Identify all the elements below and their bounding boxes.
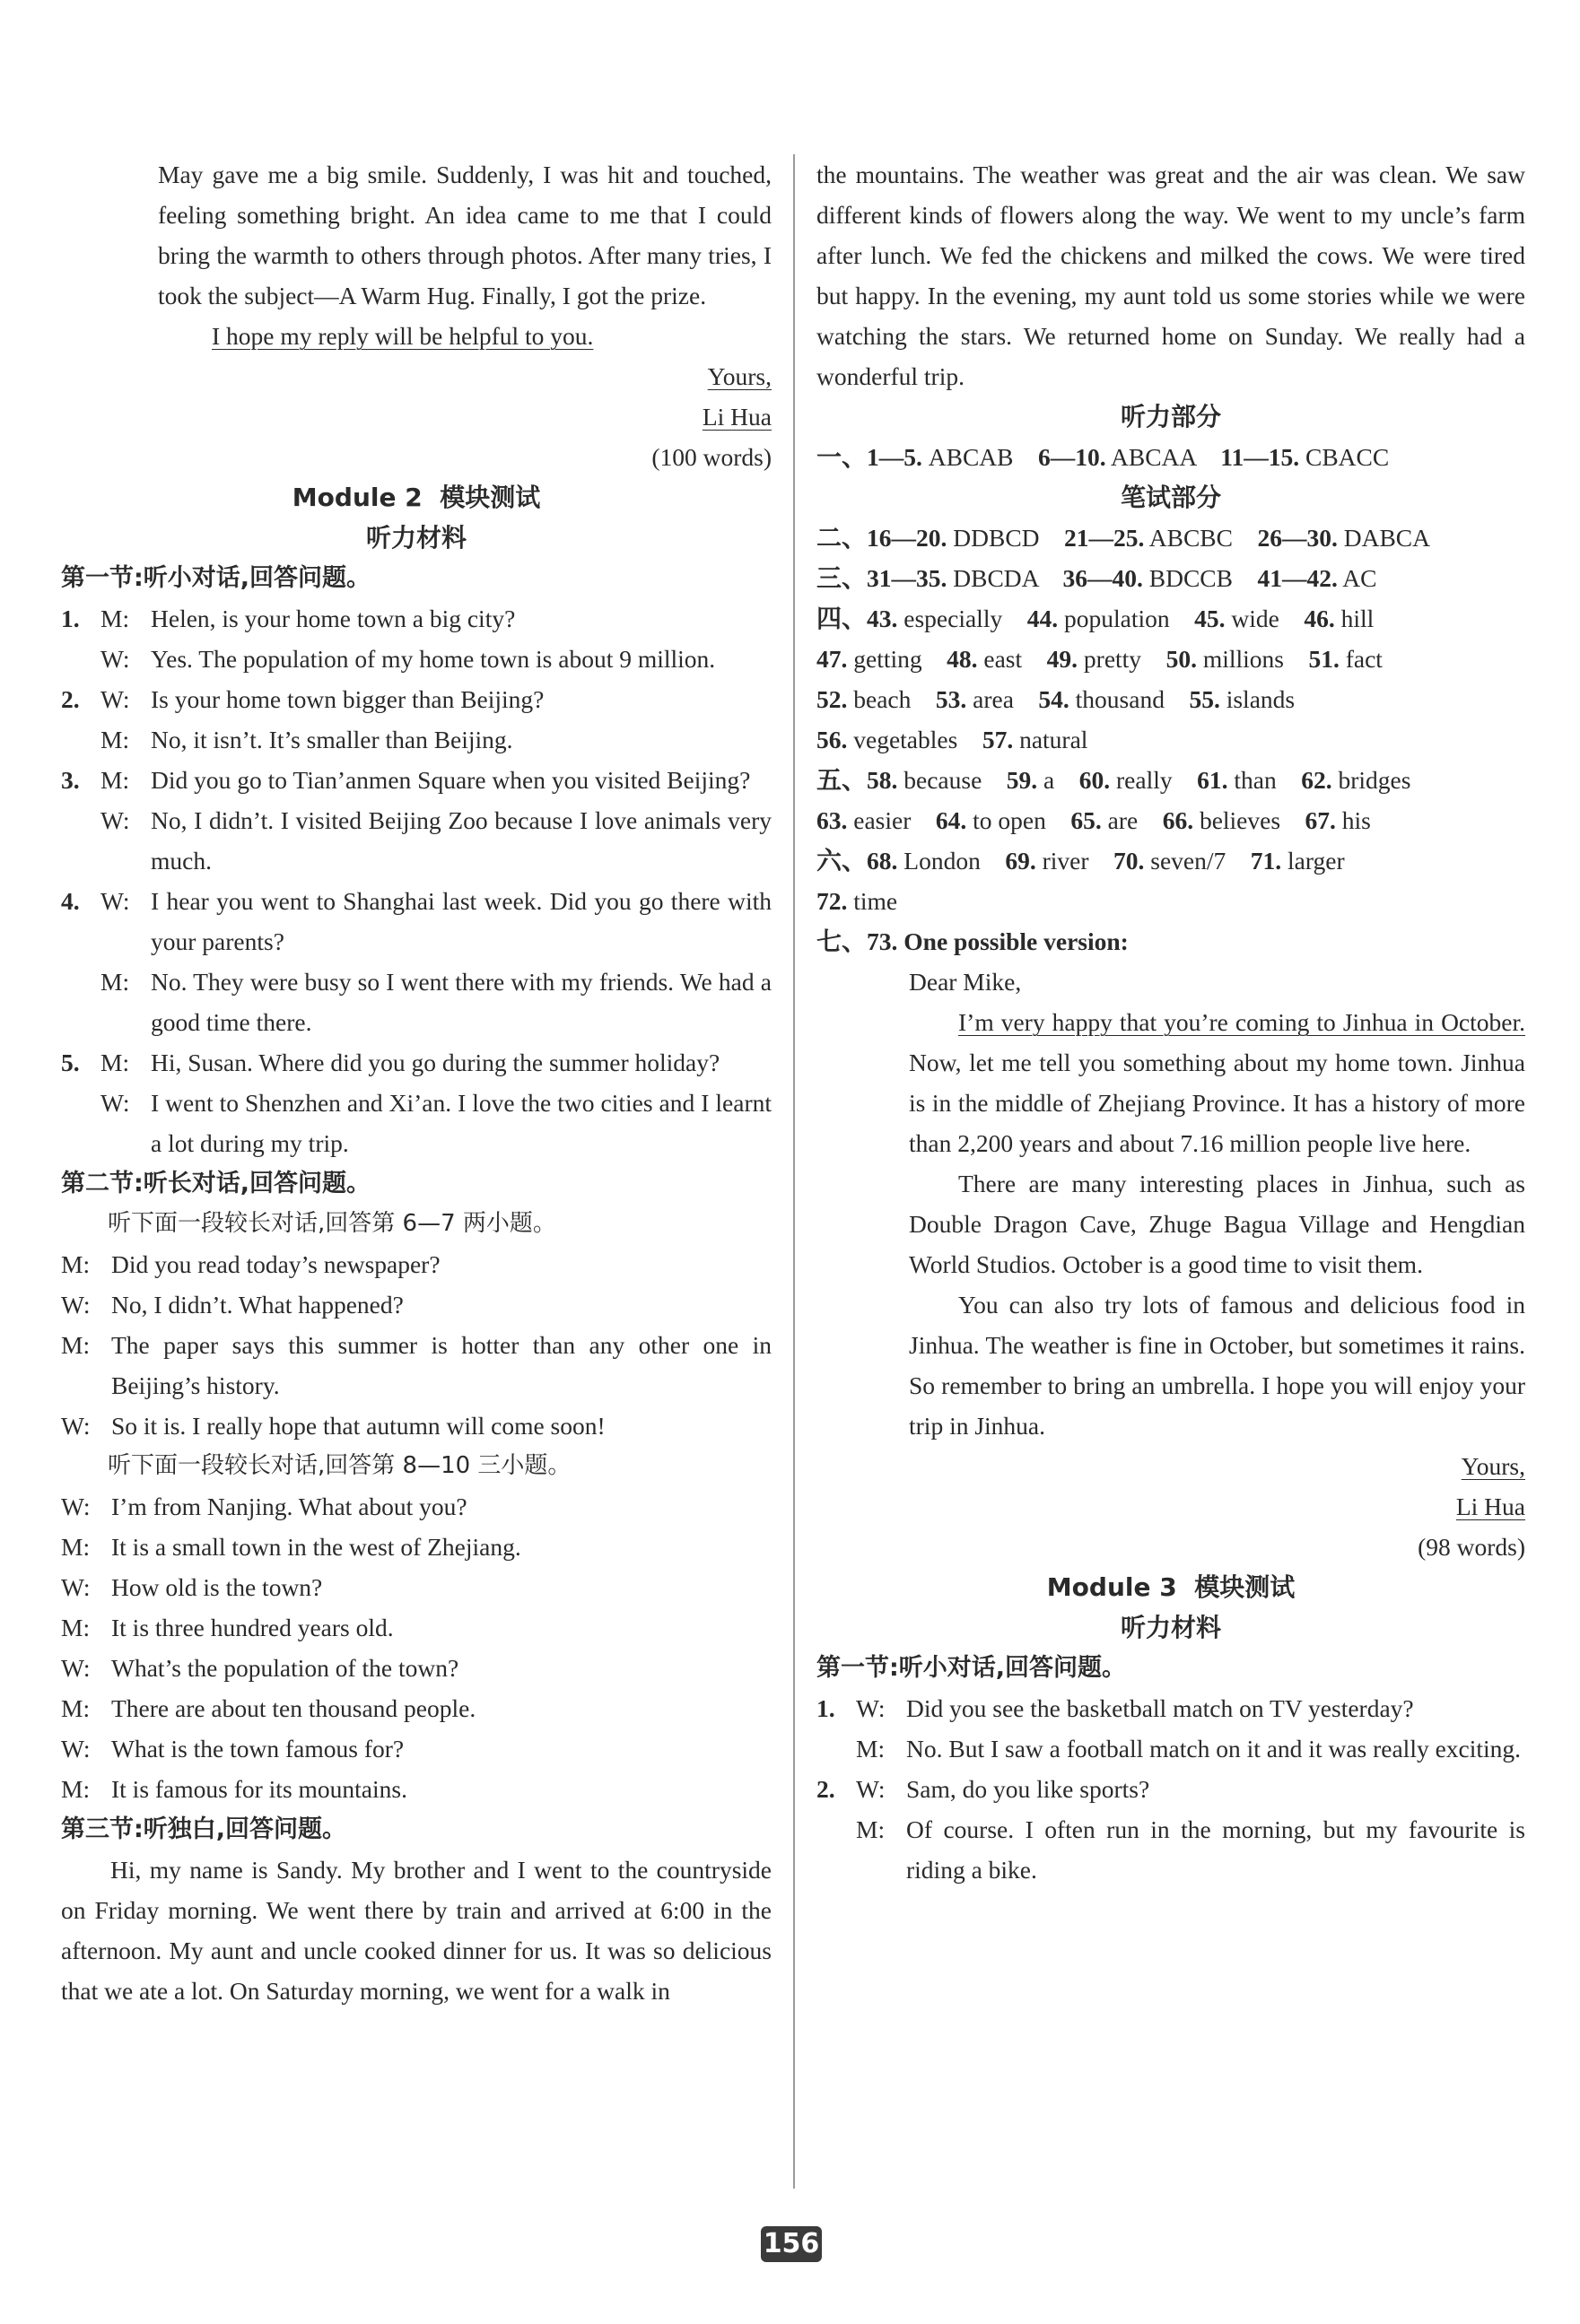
dialogue-line xyxy=(61,679,772,719)
answer-number: 60. xyxy=(1078,766,1111,794)
dialogue-text: Sam, do you like sports? xyxy=(906,1775,1150,1803)
answer-number: 61. xyxy=(1197,766,1228,794)
dialogue-text: It is a small town in the west of Zhejiang. xyxy=(111,1533,521,1561)
speaker-label: W: xyxy=(61,1412,91,1440)
dialogue-line xyxy=(61,1688,772,1728)
answer-value: DDBCD xyxy=(953,524,1040,552)
dialogue-line xyxy=(61,881,772,962)
dialogue-line xyxy=(61,962,772,1042)
answer-number: 65. xyxy=(1070,806,1102,834)
dialogue-line xyxy=(61,1769,772,1809)
dialogue-number: 2. xyxy=(816,1775,835,1803)
dialogue-text: Hi, Susan. Where did you go during the summer holiday? xyxy=(151,1049,720,1076)
answer-value: east xyxy=(983,645,1023,673)
answer-value: vegetables xyxy=(853,726,958,753)
letter xyxy=(816,962,1525,1446)
dialogue-line xyxy=(61,1325,772,1406)
answer-number: 66. xyxy=(1162,806,1194,834)
underlined-sentence: I hope my reply will be helpful to you. xyxy=(212,322,594,350)
speaker-label: M: xyxy=(61,1614,91,1641)
dialogue-line xyxy=(61,1527,772,1567)
dialogue-line xyxy=(61,598,772,639)
answer-number: 52. xyxy=(816,685,848,713)
dialogue-line xyxy=(816,1809,1525,1890)
answer-number: 44. xyxy=(1026,605,1059,632)
answer-number: 71. xyxy=(1250,847,1282,875)
answer-row xyxy=(816,840,1525,881)
answer-row xyxy=(816,598,1525,639)
answer-row xyxy=(816,518,1525,558)
dialogue-line xyxy=(61,1284,772,1325)
answer-part-number: 一、 xyxy=(816,442,868,472)
prev-letter-word-count: (100 words) xyxy=(651,443,772,471)
short-dialogues xyxy=(61,598,772,1163)
module-3-material-title: 听力材料 xyxy=(1120,1613,1221,1642)
dialogue-line xyxy=(61,1244,772,1284)
answer-value: DABCA xyxy=(1343,524,1431,552)
dialogue-text: I hear you went to Shanghai last week. Did you go there with your parents? xyxy=(151,887,772,955)
answer-number: 62. xyxy=(1301,766,1332,794)
answer-number: 57. xyxy=(982,726,1014,753)
dialogue-line xyxy=(61,1486,772,1527)
answer-number: 43. xyxy=(867,605,898,632)
listening-material-title: 听力材料 xyxy=(365,523,467,553)
writing-part-title: 笔试部分 xyxy=(1120,483,1221,512)
answer-number: 21—25. xyxy=(1064,524,1145,552)
dialogue-text: No. But I saw a football match on it and it was really exciting. xyxy=(906,1735,1522,1763)
dialogue-text: Did you read today’s newspaper? xyxy=(111,1250,441,1278)
answer-number: 16—20. xyxy=(867,524,947,552)
speaker-label: M: xyxy=(61,1533,91,1561)
answer-value: getting xyxy=(853,645,922,673)
speaker-label: M: xyxy=(100,766,130,794)
answer-value: easier xyxy=(853,806,912,834)
answer-value: area xyxy=(973,685,1014,713)
answer-number: 36—40. xyxy=(1062,564,1143,592)
monologue-part-2: the mountains. The weather was great and the air was clean. We saw different kinds of flowers along the way. We went to my uncle’s farm after lunch. We fed the chickens and milked the cows. We were tired but happy. In the evening, my aunt told us some stories while we were watching the stars. We returned home on Sunday. We really had a wonderful trip. xyxy=(816,161,1525,390)
long-dialogue-1 xyxy=(61,1244,772,1446)
dialogue-text: Did you go to Tian’anmen Square when you visited Beijing? xyxy=(151,766,751,794)
section-3-title: 第三节:听独白,回答问题。 xyxy=(61,1815,347,1843)
answer-part-number: 五、 xyxy=(816,765,868,795)
dialogue-line xyxy=(61,1728,772,1769)
dialogue-number: 1. xyxy=(816,1694,835,1722)
answer-value: pretty xyxy=(1083,645,1142,673)
answer-number: 72. xyxy=(816,887,848,915)
letter-paragraph-2: There are many interesting places in Jinhua, such as Double Dragon Cave, Zhuge Bagua Village and Hengdian World Studios. October is a good time to visit them. xyxy=(909,1170,1525,1278)
dialogue-text: Helen, is your home town a big city? xyxy=(151,605,516,632)
answer-number: 46. xyxy=(1304,605,1335,632)
section-1-title: 第一节:听小对话,回答问题。 xyxy=(61,564,371,592)
dialogue-line xyxy=(61,760,772,800)
answer-value: than xyxy=(1234,766,1277,794)
answer-number: 56. xyxy=(816,726,848,753)
dialogue-text: The paper says this summer is hotter than any other one in Beijing’s history. xyxy=(111,1331,772,1399)
dialogue-text: No, I didn’t. I visited Beijing Zoo because I love animals very much. xyxy=(151,806,772,875)
dialogue-line xyxy=(61,800,772,881)
dialogue-line xyxy=(61,719,772,760)
answer-value: ABCAA xyxy=(1111,443,1196,471)
monologue-part-1: Hi, my name is Sandy. My brother and I went to the countryside on Friday morning. We went there by train and arrived at 6:00 in the afternoon. My aunt and uncle cooked dinner for us. It was so delicious that we ate a lot. On Saturday morning, we went for a walk in xyxy=(61,1856,772,2005)
right-column xyxy=(816,154,1525,1890)
answer-value: islands xyxy=(1226,685,1296,713)
dialogue-text: I’m from Nanjing. What about you? xyxy=(111,1493,467,1520)
dialogue-line xyxy=(61,1042,772,1083)
speaker-label: M: xyxy=(100,1049,130,1076)
column-divider xyxy=(793,154,795,2189)
answer-value: DBCDA xyxy=(953,564,1039,592)
listening-answers xyxy=(816,437,1525,477)
dialogue-text: It is famous for its mountains. xyxy=(111,1775,407,1803)
dialogue-text: How old is the town? xyxy=(111,1573,323,1601)
dialogue-line xyxy=(61,1567,772,1607)
long-dialogue-2 xyxy=(61,1486,772,1809)
answer-value: beach xyxy=(853,685,912,713)
answer-number: 6—10. xyxy=(1038,443,1106,471)
dialogue-line xyxy=(61,639,772,679)
dialogue-line xyxy=(61,1607,772,1648)
dialogue-text: What is the town famous for? xyxy=(111,1735,405,1763)
speaker-label: W: xyxy=(61,1291,91,1319)
dialogue-text: Did you see the basketball match on TV yesterday? xyxy=(906,1694,1414,1722)
answer-number: 11—15. xyxy=(1220,443,1300,471)
answer-value: river xyxy=(1042,847,1089,875)
dialogue-text: So it is. I really hope that autumn will come soon! xyxy=(111,1412,606,1440)
dialogue-line xyxy=(61,1083,772,1163)
speaker-label: W: xyxy=(856,1775,886,1803)
speaker-label: W: xyxy=(856,1694,886,1722)
answer-value: London xyxy=(903,847,981,875)
answer-value: BDCCB xyxy=(1148,564,1233,592)
dialogue-line xyxy=(816,1769,1525,1809)
answer-number: 63. xyxy=(816,806,848,834)
dialogue-text: Yes. The population of my home town is about 9 million. xyxy=(151,645,716,673)
answer-value: to open xyxy=(973,806,1046,834)
answer-value: believes xyxy=(1199,806,1281,834)
speaker-label: W: xyxy=(61,1573,91,1601)
answer-value: especially xyxy=(903,605,1003,632)
dialogue-number: 2. xyxy=(61,685,80,713)
letter-closing: Yours, xyxy=(1461,1452,1525,1480)
letter-paragraph-1: I’m very happy that you’re coming to Jinhua in October. Now, let me tell you something about my home town. Jinhua is in the middle of Zhejiang Province. It has a history of more than 2,200 years and about 7.16 million people live here. xyxy=(909,1008,1525,1157)
answer-number: 64. xyxy=(935,806,967,834)
answer-value: thousand xyxy=(1075,685,1165,713)
dialogue-number: 4. xyxy=(61,887,80,915)
speaker-label: M: xyxy=(61,1250,91,1278)
speaker-label: M: xyxy=(856,1735,886,1763)
speaker-label: W: xyxy=(100,1089,130,1117)
speaker-label: M: xyxy=(856,1815,886,1843)
speaker-label: M: xyxy=(100,968,130,996)
answer-number: 53. xyxy=(935,685,967,713)
answer-value: bridges xyxy=(1338,766,1411,794)
answer-value: CBACC xyxy=(1305,443,1390,471)
answer-value: AC xyxy=(1342,564,1377,592)
speaker-label: W: xyxy=(61,1735,91,1763)
answer-number: 67. xyxy=(1305,806,1336,834)
answer-value: are xyxy=(1107,806,1139,834)
dialogue-text: No, I didn’t. What happened? xyxy=(111,1291,404,1319)
writing-heading: 七、73. One possible version: xyxy=(816,927,1129,956)
letter-word-count: (98 words) xyxy=(1418,1533,1525,1561)
dialogue-text: No. They were busy so I went there with my friends. We had a good time there. xyxy=(151,968,772,1036)
answer-number: 50. xyxy=(1165,645,1197,673)
speaker-label: W: xyxy=(61,1654,91,1682)
answer-number: 49. xyxy=(1046,645,1078,673)
answer-number: 68. xyxy=(867,847,898,875)
answer-row xyxy=(816,881,1525,921)
answer-row xyxy=(816,679,1525,719)
prev-letter-paragraph: May gave me a big smile. Suddenly, I was hit and touched, feeling something bright. An idea came to me that I could bring the warmth to others through photos. After many tries, I took the subject—A Warm Hug. Finally, I got the prize. xyxy=(158,161,772,309)
answer-value: natural xyxy=(1019,726,1088,753)
module-2-title: Module 2 模块测试 xyxy=(292,483,541,512)
speaker-label: M: xyxy=(100,605,130,632)
speaker-label: W: xyxy=(100,685,130,713)
dialogue-line xyxy=(816,1688,1525,1728)
answer-number: 55. xyxy=(1189,685,1220,713)
speaker-label: M: xyxy=(100,726,130,753)
listening-part-title: 听力部分 xyxy=(1120,402,1221,431)
dialogue-number: 3. xyxy=(61,766,80,794)
answer-value: a xyxy=(1043,766,1055,794)
answer-rows xyxy=(816,518,1525,921)
answer-number: 59. xyxy=(1006,766,1038,794)
letter-signature: Li Hua xyxy=(1455,1493,1525,1520)
answer-number: 31—35. xyxy=(867,564,947,592)
letter-salutation: Dear Mike, xyxy=(909,968,1022,996)
page-number: 156 xyxy=(761,2226,822,2262)
answer-value: population xyxy=(1063,605,1170,632)
answer-value: hill xyxy=(1340,605,1375,632)
dialogue-text: Is your home town bigger than Beijing? xyxy=(151,685,545,713)
answer-value: larger xyxy=(1288,847,1345,875)
answer-row xyxy=(816,437,1525,477)
answer-number: 58. xyxy=(867,766,898,794)
letter-paragraph-3: You can also try lots of famous and delicious food in Jinhua. The weather is fine in October, but sometimes it rains. So remember to bring an umbrella. I hope you will enjoy your trip in Jinhua. xyxy=(909,1291,1525,1440)
dialogue-number: 5. xyxy=(61,1049,80,1076)
prev-letter-closing-line xyxy=(61,316,772,356)
speaker-label: M: xyxy=(61,1331,91,1359)
answer-value: seven/7 xyxy=(1150,847,1226,875)
left-column xyxy=(61,154,772,2011)
answer-part-number: 四、 xyxy=(816,604,868,633)
long-dialogue-1-instruction: 听下面一段较长对话,回答第 6—7 两小题。 xyxy=(108,1210,556,1237)
answer-value: his xyxy=(1341,806,1371,834)
dialogue-text: No, it isn’t. It’s smaller than Beijing. xyxy=(151,726,513,753)
answer-value: ABCAB xyxy=(928,443,1014,471)
answer-value: really xyxy=(1116,766,1173,794)
prev-letter-signature: Li Hua xyxy=(702,403,772,431)
long-dialogue-2-instruction: 听下面一段较长对话,回答第 8—10 三小题。 xyxy=(108,1452,572,1479)
answer-number: 45. xyxy=(1194,605,1226,632)
answer-value: wide xyxy=(1231,605,1279,632)
letter-underlined-sentence: I’m very happy that you’re coming to Jinhua in October. xyxy=(958,1008,1525,1036)
answer-row xyxy=(816,760,1525,800)
answer-number: 26—30. xyxy=(1257,524,1338,552)
answer-value: fact xyxy=(1345,645,1383,673)
answer-value: ABCBC xyxy=(1148,524,1233,552)
answer-number: 54. xyxy=(1038,685,1069,713)
prev-letter-closing: Yours, xyxy=(707,362,772,390)
answer-row xyxy=(816,800,1525,840)
speaker-label: M: xyxy=(61,1694,91,1722)
speaker-label: W: xyxy=(100,887,130,915)
dialogue-text: What’s the population of the town? xyxy=(111,1654,459,1682)
dialogue-text: There are about ten thousand people. xyxy=(111,1694,476,1722)
answer-number: 47. xyxy=(816,645,848,673)
speaker-label: W: xyxy=(61,1493,91,1520)
answer-number: 51. xyxy=(1308,645,1340,673)
module-3-dialogues xyxy=(816,1688,1525,1890)
answer-number: 69. xyxy=(1005,847,1036,875)
dialogue-line xyxy=(61,1406,772,1446)
module-3-title: Module 3 模块测试 xyxy=(1046,1572,1296,1602)
answer-number: 48. xyxy=(947,645,978,673)
answer-value: time xyxy=(853,887,898,915)
answer-part-number: 六、 xyxy=(816,846,868,875)
dialogue-text: It is three hundred years old. xyxy=(111,1614,394,1641)
answer-row xyxy=(816,639,1525,679)
answer-row xyxy=(816,558,1525,598)
speaker-label: M: xyxy=(61,1775,91,1803)
answer-row xyxy=(816,719,1525,760)
dialogue-number: 1. xyxy=(61,605,80,632)
answer-part-number: 二、 xyxy=(816,523,868,553)
answer-part-number: 三、 xyxy=(816,563,868,593)
dialogue-text: I went to Shenzhen and Xi’an. I love the two cities and I learnt a lot during my trip. xyxy=(151,1089,772,1157)
dialogue-line xyxy=(61,1648,772,1688)
answer-number: 1—5. xyxy=(867,443,922,471)
section-2-title: 第二节:听长对话,回答问题。 xyxy=(61,1170,371,1197)
speaker-label: W: xyxy=(100,645,130,673)
module-3-section-1-title: 第一节:听小对话,回答问题。 xyxy=(816,1654,1127,1682)
speaker-label: W: xyxy=(100,806,130,834)
answer-number: 70. xyxy=(1113,847,1145,875)
answer-value: because xyxy=(903,766,982,794)
dialogue-line xyxy=(816,1728,1525,1769)
answer-number: 41—42. xyxy=(1257,564,1338,592)
answer-value: millions xyxy=(1202,645,1284,673)
dialogue-text: Of course. I often run in the morning, but my favourite is riding a bike. xyxy=(906,1815,1525,1884)
